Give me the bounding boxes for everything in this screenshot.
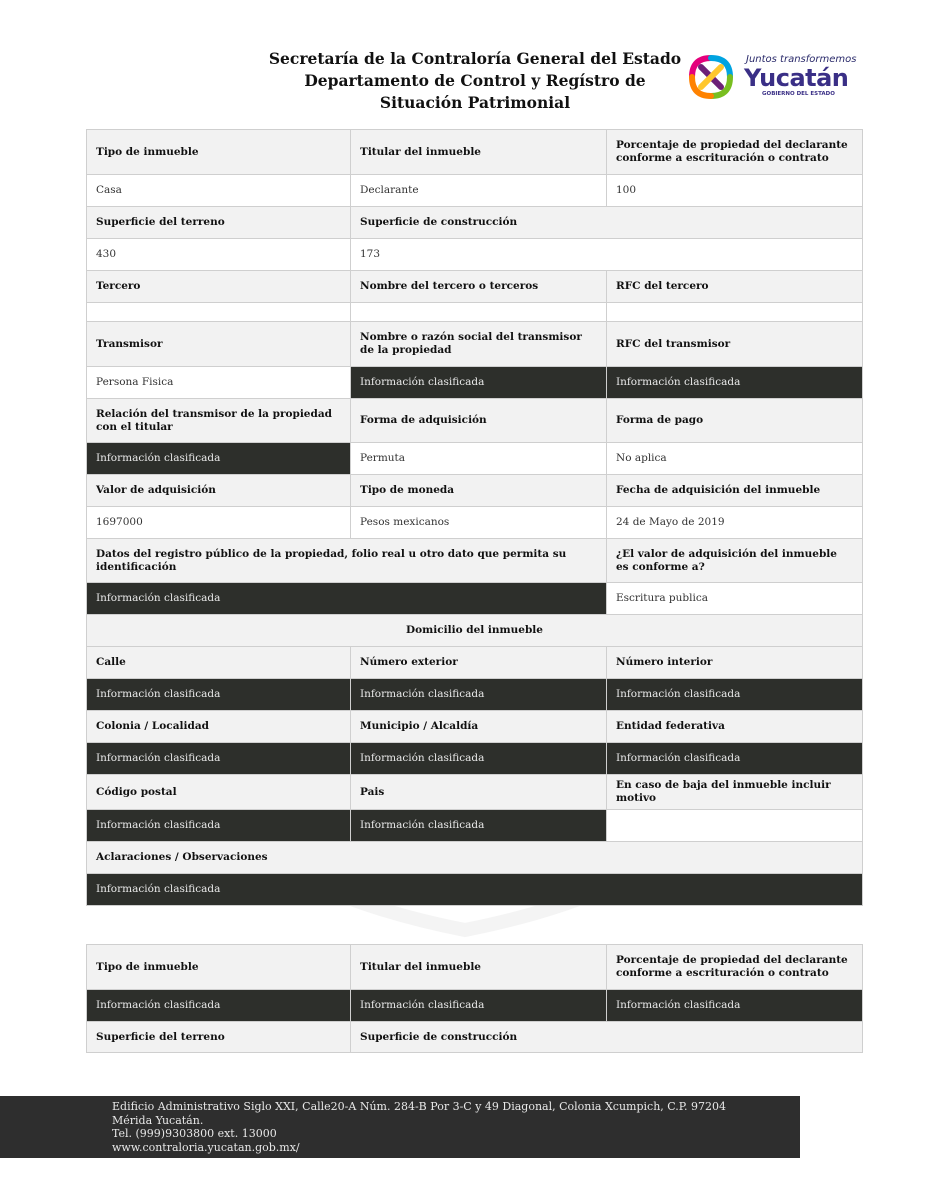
tipo-moneda-value: Pesos mexicanos — [351, 507, 607, 539]
table-row — [87, 647, 863, 679]
table-row — [87, 1022, 863, 1053]
domicilio-section-title: Domicilio del inmueble — [87, 615, 863, 647]
superficie-terreno-value: 430 — [87, 239, 351, 271]
codigo-postal-value: Información clasificada — [87, 810, 351, 842]
rfc-tercero-value — [607, 303, 863, 322]
aclaraciones-label: Aclaraciones / Observaciones — [87, 842, 863, 874]
nombre-tercero-value — [351, 303, 607, 322]
header-line-2: Departamento de Control y Regístro de — [304, 71, 646, 90]
porcentaje-label: Porcentaje de propiedad del declarante conforme a escrituración o contrato — [607, 130, 863, 175]
titular-inmueble-label: Titular del inmueble — [351, 130, 607, 175]
porcentaje-value: Información clasificada — [607, 990, 863, 1022]
tipo-inmueble-label: Tipo de inmueble — [87, 945, 351, 990]
tipo-inmueble-value: Información clasificada — [87, 990, 351, 1022]
table-row — [87, 583, 863, 615]
tercero-label: Tercero — [87, 271, 351, 303]
table-row — [87, 945, 863, 990]
table-row — [87, 475, 863, 507]
superficie-construccion-label: Superficie de construcción — [351, 207, 863, 239]
baja-motivo-value — [607, 810, 863, 842]
header-line-1: Secretaría de la Contraloría General del Estado — [268, 49, 682, 68]
aclaraciones-value: Información clasificada — [87, 874, 863, 906]
table-row — [87, 842, 863, 874]
table-row — [87, 399, 863, 443]
valor-conforme-label: ¿El valor de adquisición del inmueble es conforme a? — [607, 539, 863, 583]
numero-interior-value: Información clasificada — [607, 679, 863, 711]
rfc-transmisor-value: Información clasificada — [607, 367, 863, 399]
table-row — [87, 303, 863, 322]
table-row — [87, 239, 863, 271]
titular-inmueble-label: Titular del inmueble — [351, 945, 607, 990]
colonia-value: Información clasificada — [87, 743, 351, 775]
table-row — [87, 175, 863, 207]
yucatan-logo-icon — [684, 50, 738, 104]
porcentaje-value: 100 — [607, 175, 863, 207]
nombre-transmisor-label: Nombre o razón social del transmisor de la propiedad — [351, 322, 607, 367]
colonia-label: Colonia / Localidad — [87, 711, 351, 743]
titular-inmueble-value: Información clasificada — [351, 990, 607, 1022]
nombre-transmisor-value: Información clasificada — [351, 367, 607, 399]
numero-interior-label: Número interior — [607, 647, 863, 679]
logo-name: Yucatán — [744, 64, 849, 92]
table-row — [87, 810, 863, 842]
forma-adquisicion-label: Forma de adquisición — [351, 399, 607, 443]
property-table-2 — [86, 944, 863, 1053]
forma-pago-label: Forma de pago — [607, 399, 863, 443]
tipo-moneda-label: Tipo de moneda — [351, 475, 607, 507]
table-row — [87, 539, 863, 583]
relacion-label: Relación del transmisor de la propiedad con el titular — [87, 399, 351, 443]
table-row — [87, 322, 863, 367]
tercero-value — [87, 303, 351, 322]
table-row — [87, 775, 863, 810]
footer-website: www.contraloria.yucatan.gob.mx/ — [112, 1140, 300, 1154]
forma-pago-value: No aplica — [607, 443, 863, 475]
logo-subtitle: GOBIERNO DEL ESTADO — [762, 91, 835, 97]
rfc-tercero-label: RFC del tercero — [607, 271, 863, 303]
table-row — [87, 507, 863, 539]
transmisor-value: Persona Fisica — [87, 367, 351, 399]
table-row — [87, 990, 863, 1022]
entidad-label: Entidad federativa — [607, 711, 863, 743]
valor-adquisicion-label: Valor de adquisición — [87, 475, 351, 507]
porcentaje-label: Porcentaje de propiedad del declarante conforme a escrituración o contrato — [607, 945, 863, 990]
table-row — [87, 367, 863, 399]
footer-city: Mérida Yucatán. — [112, 1113, 204, 1127]
forma-adquisicion-value: Permuta — [351, 443, 607, 475]
valor-conforme-value: Escritura publica — [607, 583, 863, 615]
page-footer — [0, 1096, 800, 1158]
table-row — [87, 615, 863, 647]
table-row — [87, 271, 863, 303]
table-row — [87, 207, 863, 239]
table-row — [87, 711, 863, 743]
tipo-inmueble-value: Casa — [87, 175, 351, 207]
rfc-transmisor-label: RFC del transmisor — [607, 322, 863, 367]
fecha-adquisicion-value: 24 de Mayo de 2019 — [607, 507, 863, 539]
valor-adquisicion-value: 1697000 — [87, 507, 351, 539]
header-line-3: Situación Patrimonial — [379, 93, 571, 112]
superficie-construccion-label: Superficie de construcción — [351, 1022, 863, 1053]
pais-value: Información clasificada — [351, 810, 607, 842]
municipio-value: Información clasificada — [351, 743, 607, 775]
table-row — [87, 874, 863, 906]
footer-phone: Tel. (999)9303800 ext. 13000 — [112, 1127, 277, 1140]
table-row — [87, 743, 863, 775]
numero-exterior-label: Número exterior — [351, 647, 607, 679]
titular-inmueble-value: Declarante — [351, 175, 607, 207]
footer-address: Edificio Administrativo Siglo XXI, Calle20-A Núm. 284-B Por 3-C y 49 Diagonal, Colonia Xcumpich, C.P. 97204 — [112, 1100, 726, 1113]
logo-tagline: Juntos transformemos — [746, 54, 857, 65]
relacion-value: Información clasificada — [87, 443, 351, 475]
codigo-postal-label: Código postal — [87, 775, 351, 810]
table-row — [87, 443, 863, 475]
superficie-terreno-label: Superficie del terreno — [87, 207, 351, 239]
nombre-tercero-label: Nombre del tercero o terceros — [351, 271, 607, 303]
yucatan-logo — [684, 48, 864, 104]
document-header — [240, 48, 710, 114]
superficie-construccion-value: 173 — [351, 239, 863, 271]
numero-exterior-value: Información clasificada — [351, 679, 607, 711]
transmisor-label: Transmisor — [87, 322, 351, 367]
municipio-label: Municipio / Alcaldía — [351, 711, 607, 743]
pais-label: Pais — [351, 775, 607, 810]
calle-value: Información clasificada — [87, 679, 351, 711]
fecha-adquisicion-label: Fecha de adquisición del inmueble — [607, 475, 863, 507]
entidad-value: Información clasificada — [607, 743, 863, 775]
table-row — [87, 130, 863, 175]
baja-motivo-label: En caso de baja del inmueble incluir motivo — [607, 775, 863, 810]
tipo-inmueble-label: Tipo de inmueble — [87, 130, 351, 175]
superficie-terreno-label: Superficie del terreno — [87, 1022, 351, 1053]
property-table-1 — [86, 129, 863, 906]
calle-label: Calle — [87, 647, 351, 679]
table-row — [87, 679, 863, 711]
registro-publico-label: Datos del registro público de la propiedad, folio real u otro dato que permita su identificación — [87, 539, 607, 583]
registro-publico-value: Información clasificada — [87, 583, 607, 615]
